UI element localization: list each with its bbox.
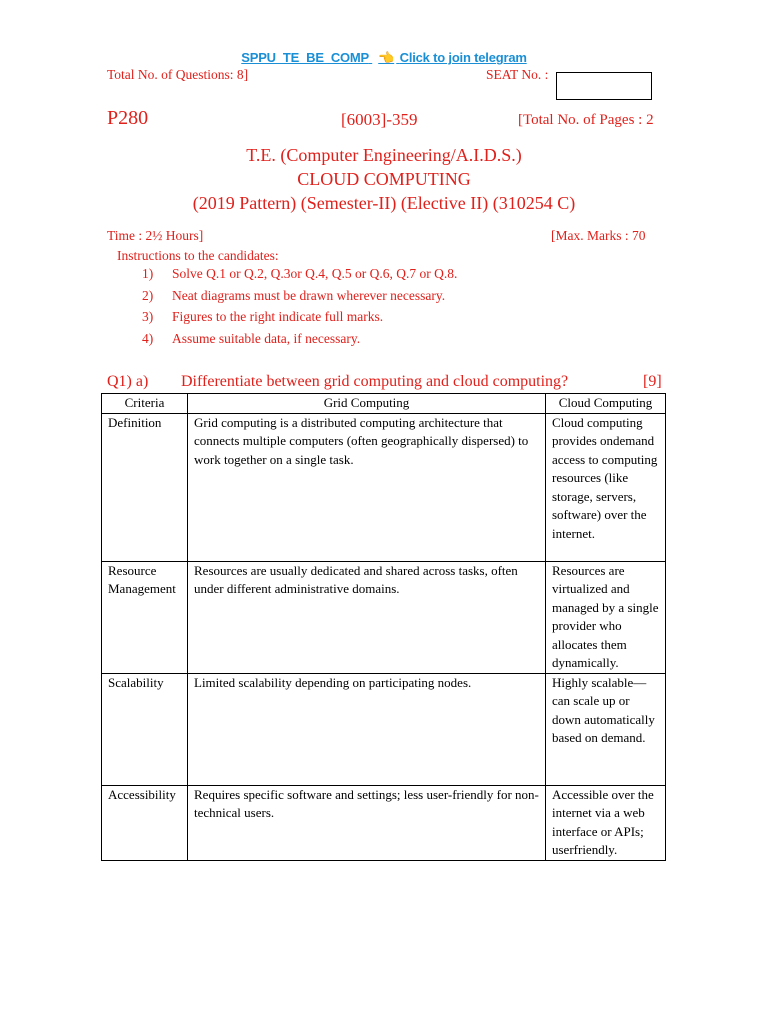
column-header-grid: Grid Computing	[188, 394, 546, 414]
question-label: Q1) a)	[107, 373, 149, 390]
total-questions: Total No. of Questions: 8]	[107, 67, 249, 82]
instruction-item	[142, 331, 457, 353]
instruction-number: 2)	[142, 287, 154, 303]
table-row	[102, 561, 666, 673]
instructions-list	[142, 266, 457, 352]
seat-no-box[interactable]	[556, 72, 652, 100]
grid-cell: Resources are usually dedicated and shared across tasks, often under different administrative domains.	[188, 561, 546, 673]
channel-name[interactable]: SPPU_TE_BE_COMP	[241, 50, 369, 65]
instructions-heading: Instructions to the candidates:	[117, 248, 279, 263]
instruction-number: 3)	[142, 309, 154, 324]
instruction-text: Assume suitable data, if necessary.	[172, 330, 361, 346]
instruction-text: Neat diagrams must be drawn wherever necessary.	[172, 287, 446, 303]
table-header-row	[102, 394, 666, 414]
instruction-text: Solve Q.1 or Q.2, Q.3or Q.4, Q.5 or Q.6, Q.7 or Q.8.	[172, 266, 458, 281]
telegram-link[interactable]	[0, 50, 768, 66]
instruction-item	[142, 288, 457, 310]
course-title: T.E. (Computer Engineering/A.I.D.S.)	[246, 145, 522, 165]
criteria-cell: Scalability	[102, 673, 188, 785]
column-header-cloud: Cloud Computing	[546, 394, 666, 414]
instruction-number: 1)	[142, 266, 154, 281]
seat-no-label: SEAT No. :	[486, 67, 549, 82]
criteria-cell: Definition	[102, 413, 188, 561]
pattern-line: (2019 Pattern) (Semester-II) (Elective II) (310254 C)	[192, 193, 576, 213]
paper-code: P280	[107, 107, 149, 129]
table-row	[102, 413, 666, 561]
max-marks: [Max. Marks : 70	[551, 228, 646, 243]
instruction-item	[142, 309, 457, 331]
cloud-cell: Highly scalable—can scale up or down automatically based on demand.	[546, 673, 666, 785]
join-link-text[interactable]: Click to join telegram	[399, 50, 527, 65]
instruction-item	[142, 266, 457, 288]
total-pages: [Total No. of Pages : 2	[518, 112, 654, 128]
grid-cell: Requires specific software and settings; less user-friendly for non-technical users.	[188, 785, 546, 860]
time-allowed: Time : 2½ Hours]	[107, 228, 204, 243]
grid-cell: Grid computing is a distributed computing architecture that connects multiple computers (often geographically dispersed) to work together on a single task.	[188, 413, 546, 561]
criteria-cell: Resource Management	[102, 561, 188, 673]
instruction-number: 4)	[142, 330, 154, 346]
cloud-cell: Accessible over the internet via a web interface or APIs; userfriendly.	[546, 785, 666, 860]
criteria-cell: Accessibility	[102, 785, 188, 860]
exam-code: [6003]-359	[341, 110, 418, 129]
instruction-text: Figures to the right indicate full marks.	[172, 309, 384, 324]
pointing-hand-icon: 👈	[378, 50, 395, 65]
cloud-cell: Resources are virtualized and managed by a single provider who allocates them dynamically.	[546, 561, 666, 673]
grid-cell: Limited scalability depending on participating nodes.	[188, 673, 546, 785]
cloud-cell: Cloud computing provides ondemand access to computing resources (like storage, servers, software) over the internet.	[546, 413, 666, 561]
question-text: Differentiate between grid computing and cloud computing?	[181, 373, 569, 390]
table-row	[102, 673, 666, 785]
question-marks: [9]	[643, 373, 662, 390]
subject-title: CLOUD COMPUTING	[297, 169, 471, 189]
column-header-criteria: Criteria	[102, 394, 188, 414]
table-row	[102, 785, 666, 860]
comparison-table	[101, 393, 666, 861]
